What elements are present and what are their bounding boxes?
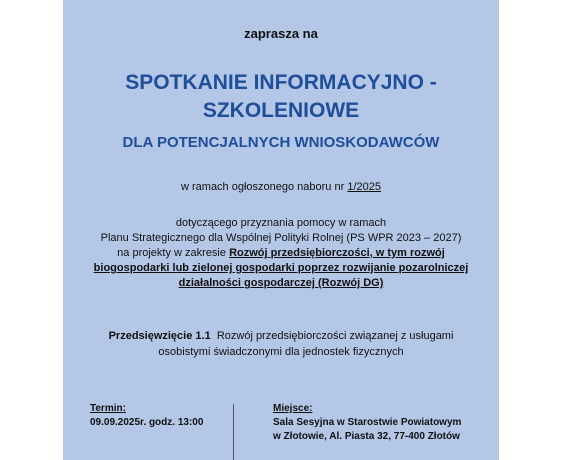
call-prefix: w ramach ogłoszonego naboru nr [181, 181, 348, 193]
call-info [63, 181, 499, 193]
description-line-2: Planu Strategicznego dla Wspólnej Polityki Rolnej (PS WPR 2023 – 2027) [100, 232, 462, 244]
event-title-line-2: SZKOLENIOWE [202, 99, 360, 122]
place-heading: Miejsce: [273, 403, 313, 414]
description-line-1: dotyczącego przyznania pomocy w ramach [175, 217, 387, 229]
place-line-1: Sala Sesyjna w Starostwie Powiatowym [273, 417, 462, 428]
call-number: 1/2025 [347, 181, 381, 193]
description [73, 216, 489, 291]
description-line-3 [73, 246, 489, 261]
invitation-page [63, 0, 499, 460]
term-heading: Termin: [90, 403, 126, 414]
measure-info [73, 328, 489, 360]
description-highlight-1: Rozwój przedsiębiorczości, w tym rozwój [229, 247, 445, 259]
description-highlight-3: działalności gospodarczej (Rozwój DG) [178, 277, 384, 289]
event-subtitle: DLA POTENCJALNYCH WNIOSKODAWCÓW [122, 134, 440, 151]
description-highlight-2: biogospodarki lub zielonej gospodarki poprzez rozwijanie pozarolniczej [93, 262, 469, 274]
measure-label: Przedsięwzięcie 1.1 [108, 330, 211, 342]
term-block [90, 402, 203, 430]
term-value: 09.09.2025r. godz. 13:00 [90, 417, 204, 428]
column-divider [233, 404, 234, 460]
description-prefix: na projekty w zakresie [117, 247, 230, 259]
place-block [273, 402, 461, 444]
place-line-2: w Złotowie, Al. Piasta 32, 77-400 Złotów [273, 431, 460, 442]
measure-text-1: Rozwój przedsiębiorczości związanej z usługami [210, 330, 454, 342]
invite-line: zaprasza na [244, 26, 318, 41]
measure-text-2: osobistymi świadczonymi dla jednostek fizycznych [158, 346, 404, 358]
event-title-line-1: SPOTKANIE INFORMACYJNO - [125, 71, 437, 94]
event-title [63, 69, 499, 125]
